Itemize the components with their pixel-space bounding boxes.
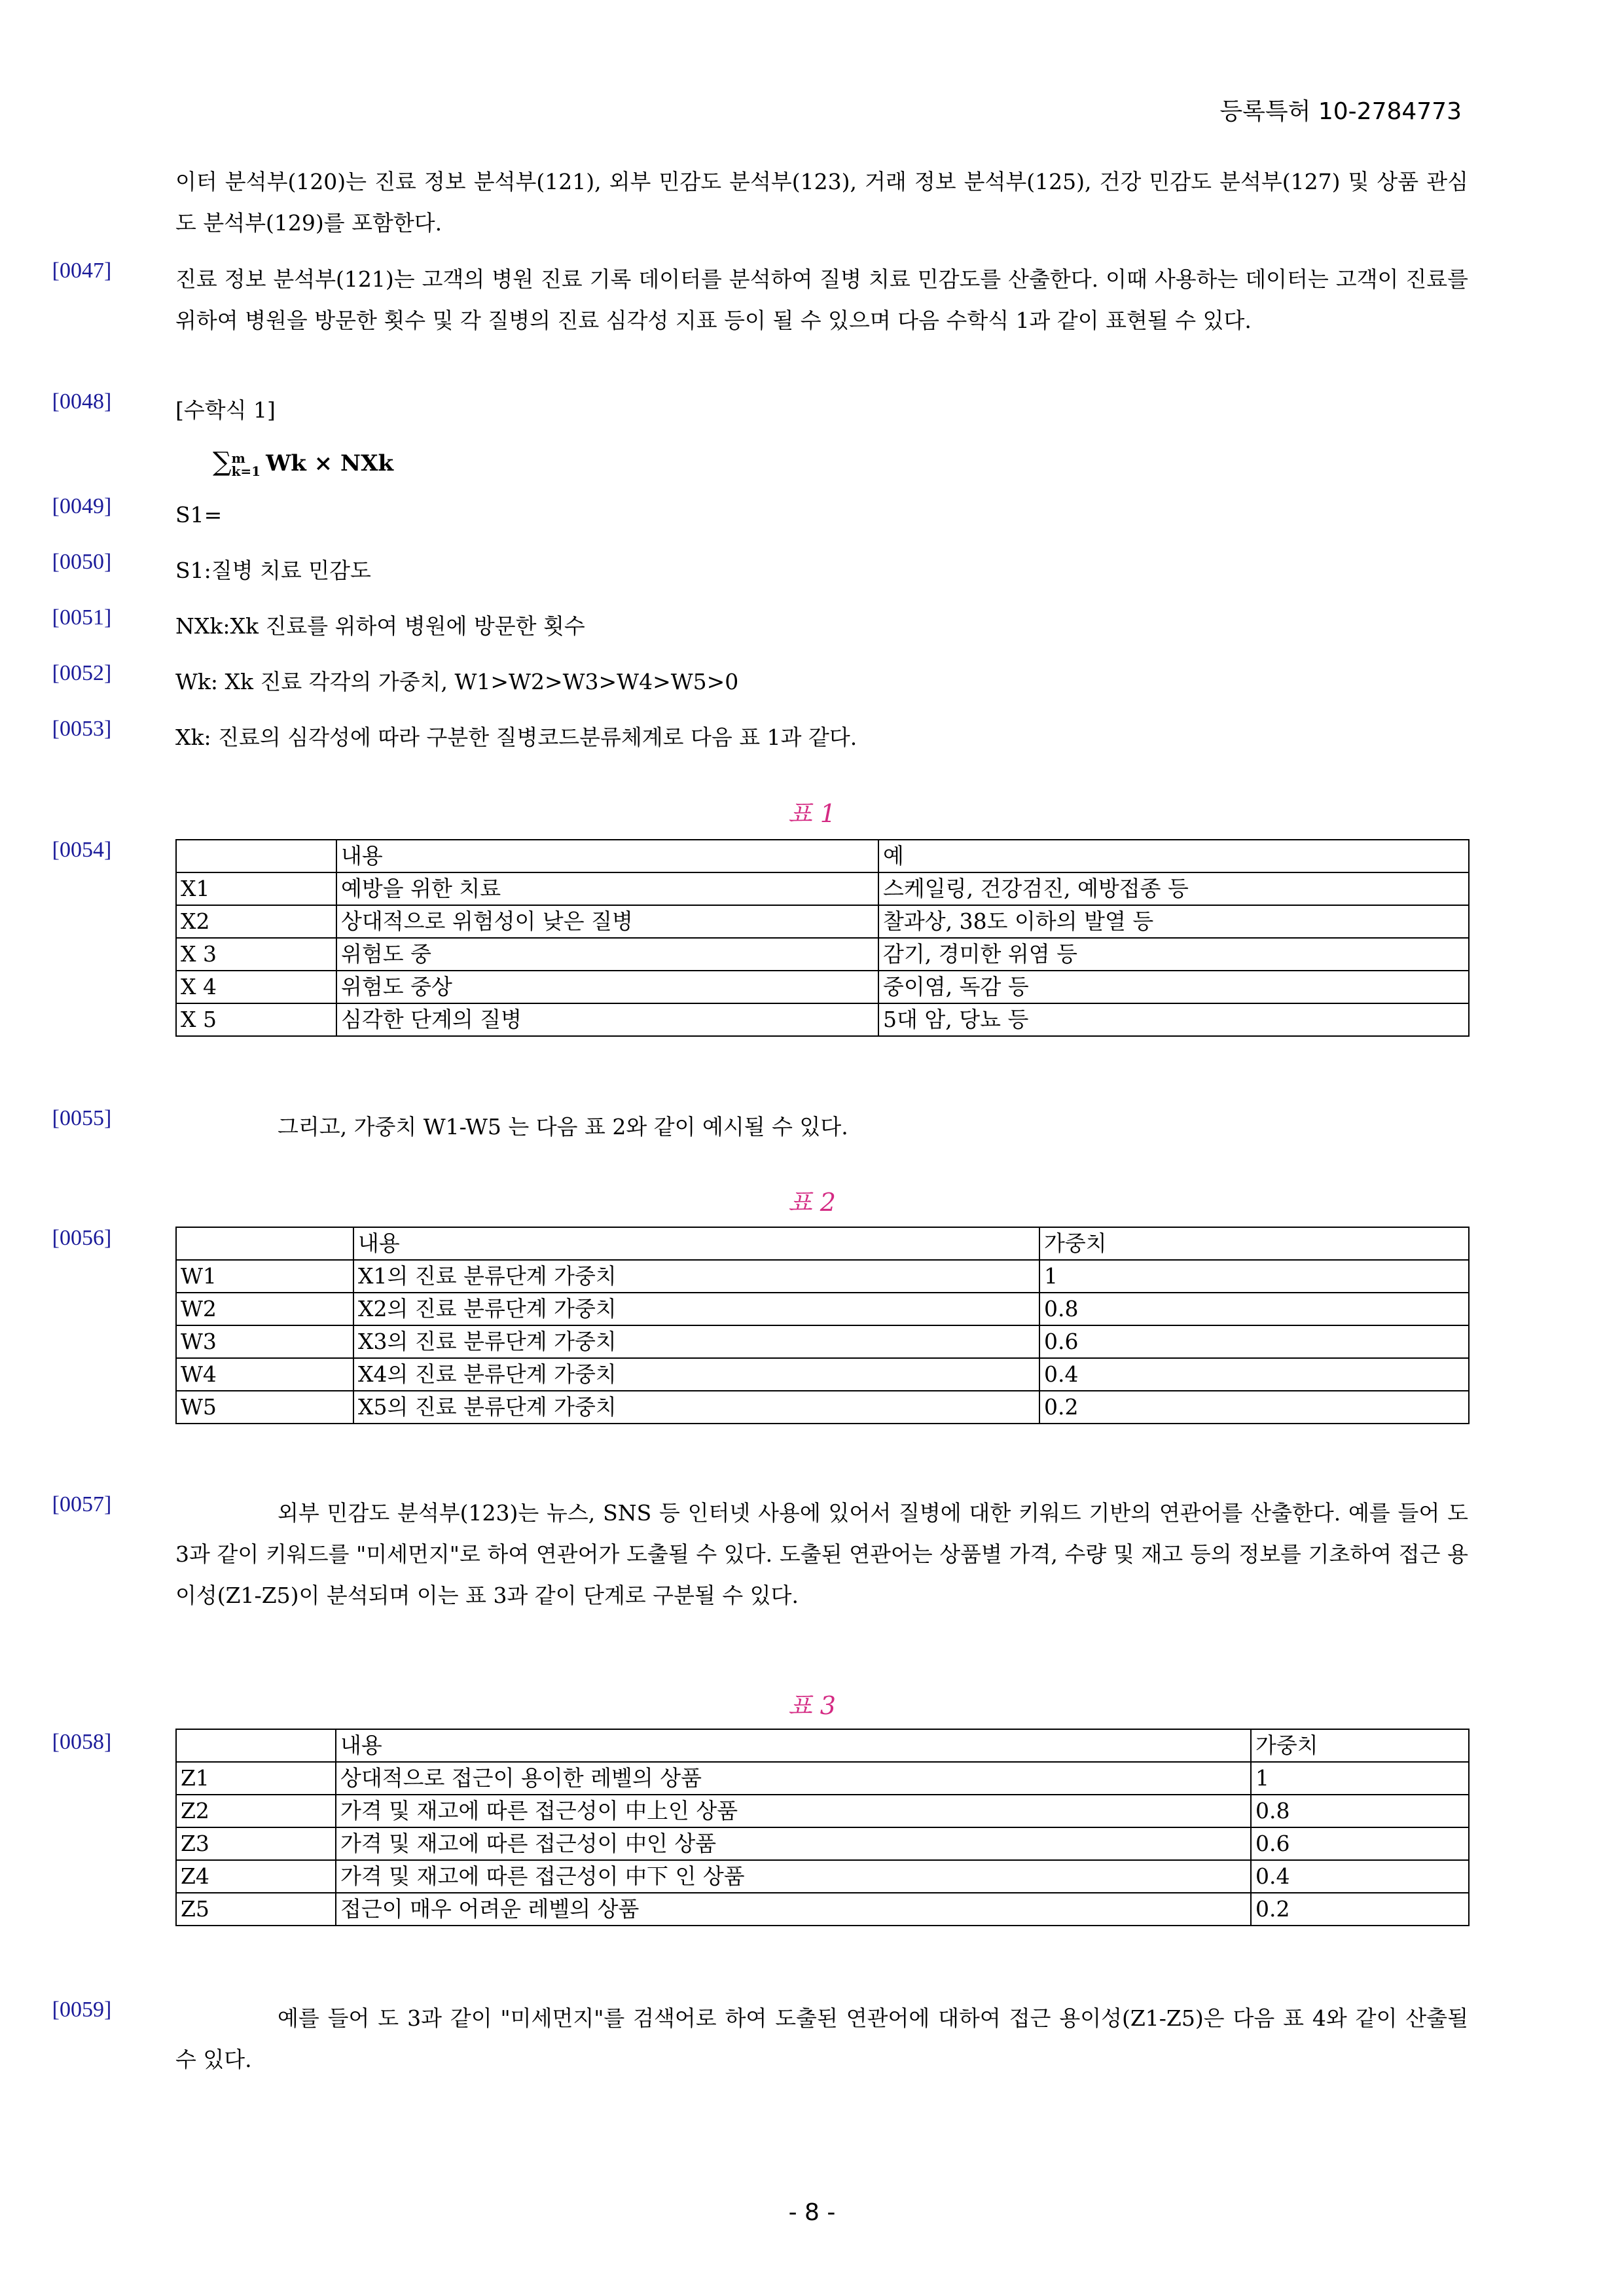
table-header-cell: 내용 xyxy=(336,1729,1251,1762)
table-cell: 0.4 xyxy=(1251,1860,1469,1893)
paragraph-text: 예를 들어 도 3과 같이 "미세먼지"를 검색어로 하여 도출된 연관어에 대하여 접근 용이성(Z1-Z5)은 다음 표 4와 같이 산출될 수 있다. xyxy=(175,2005,1468,2072)
table-header-cell xyxy=(176,840,336,872)
table-header-cell: 가중치 xyxy=(1251,1729,1469,1762)
table-cell: 감기, 경미한 위염 등 xyxy=(878,938,1469,971)
paragraph-text: S1= xyxy=(175,502,223,528)
paragraph-number: [0053] xyxy=(52,717,112,741)
table-cell: Z2 xyxy=(176,1795,336,1827)
table-cell: 상대적으로 접근이 용이한 레벨의 상품 xyxy=(336,1762,1251,1795)
table-1 xyxy=(175,839,1470,1037)
table-row xyxy=(176,971,1469,1003)
table-cell: 예방을 위한 치료 xyxy=(336,872,878,905)
table-cell: 1 xyxy=(1251,1762,1469,1795)
table-row xyxy=(176,1893,1469,1926)
table-cell: W3 xyxy=(176,1325,353,1358)
intro-continuation: 이터 분석부(120)는 진료 정보 분석부(121), 외부 민감도 분석부(123), 거래 정보 분석부(125), 건강 민감도 분석부(127) 및 상품 관심도 분석부(129)를 포함한다. xyxy=(175,169,1468,236)
table-cell: X 5 xyxy=(176,1003,336,1036)
table-header-row xyxy=(176,840,1469,872)
table-header-cell: 내용 xyxy=(336,840,878,872)
table-cell: X1 xyxy=(176,872,336,905)
table-2-caption: 표 2 xyxy=(788,1188,836,1217)
table-cell: 5대 암, 당뇨 등 xyxy=(878,1003,1469,1036)
table-cell: 가격 및 재고에 따른 접근성이 中인 상품 xyxy=(336,1827,1251,1860)
table-3-caption: 표 3 xyxy=(788,1691,836,1720)
table-row xyxy=(176,1827,1469,1860)
table-row xyxy=(176,1325,1469,1358)
paragraph-number: [0052] xyxy=(52,661,112,685)
paragraph-text: NXk:Xk 진료를 위하여 병원에 방문한 횟수 xyxy=(175,613,585,639)
paragraph-text: 그리고, 가중치 W1-W5 는 다음 표 2와 같이 예시될 수 있다. xyxy=(278,1114,848,1139)
table-header-row xyxy=(176,1729,1469,1762)
table-row xyxy=(176,872,1469,905)
table-row xyxy=(176,1391,1469,1424)
table-cell: 0.6 xyxy=(1039,1325,1469,1358)
table-cell: 접근이 매우 어려운 레벨의 상품 xyxy=(336,1893,1251,1926)
table-cell: 가격 및 재고에 따른 접근성이 中上인 상품 xyxy=(336,1795,1251,1827)
paragraph-text: 외부 민감도 분석부(123)는 뉴스, SNS 등 인터넷 사용에 있어서 질병에 대한 키워드 기반의 연관어를 산출한다. 예를 들어 도 3과 같이 키워드를 "미세먼지"로 하여 연관어가 도출될 수 있다. 도출된 연관어는 상품별 가격, 수량 및 재고 등의 정보를 기초하여 접근 용이성(Z1-Z5)이 분석되며 이는 표 3과 같이 단계로 구분될 수 있다. xyxy=(175,1500,1468,1608)
table-3 xyxy=(175,1729,1470,1926)
formula-image xyxy=(213,447,393,478)
table-cell: W2 xyxy=(176,1293,353,1325)
paragraph-text: Xk: 진료의 심각성에 따라 구분한 질병코드분류체계로 다음 표 1과 같다. xyxy=(175,725,857,750)
table-1-caption: 표 1 xyxy=(788,799,836,828)
table-cell: 0.8 xyxy=(1251,1795,1469,1827)
table-cell: W5 xyxy=(176,1391,353,1424)
table-row xyxy=(176,1860,1469,1893)
table-cell: X1의 진료 분류단계 가중치 xyxy=(353,1260,1039,1293)
paragraph-text: Wk: Xk 진료 각각의 가중치, W1>W2>W3>W4>W5>0 xyxy=(175,669,739,694)
table-cell: 가격 및 재고에 따른 접근성이 中下 인 상품 xyxy=(336,1860,1251,1893)
table-cell: X4의 진료 분류단계 가중치 xyxy=(353,1358,1039,1391)
table-cell: X2의 진료 분류단계 가중치 xyxy=(353,1293,1039,1325)
table-cell: W4 xyxy=(176,1358,353,1391)
table-cell: Z3 xyxy=(176,1827,336,1860)
paragraph-number: [0051] xyxy=(52,605,112,630)
paragraph-number: [0059] xyxy=(52,1998,112,2022)
table-cell: Z1 xyxy=(176,1762,336,1795)
table-cell: 0.4 xyxy=(1039,1358,1469,1391)
table-cell: 찰과상, 38도 이하의 발열 등 xyxy=(878,905,1469,938)
formula-lower-limit: k=1 xyxy=(231,463,261,479)
table-header-cell xyxy=(176,1729,336,1762)
table-cell: Z5 xyxy=(176,1893,336,1926)
patent-number: 등록특허 10-2784773 xyxy=(1219,98,1462,125)
paragraph-text: [수학식 1] xyxy=(175,397,276,423)
table-cell: 0.8 xyxy=(1039,1293,1469,1325)
table-cell: 스케일링, 건강검진, 예방접종 등 xyxy=(878,872,1469,905)
paragraph-text: 진료 정보 분석부(121)는 고객의 병원 진료 기록 데이터를 분석하여 질병 치료 민감도를 산출한다. 이때 사용하는 데이터는 고객이 진료를 위하여 병원을 방문한 횟수 및 각 질병의 진료 심각성 지표 등이 될 수 있으며 다음 수학식 1과 같이 표현될 수 있다. xyxy=(175,266,1468,333)
table-header-cell: 내용 xyxy=(353,1227,1039,1260)
formula-sigma: ∑ xyxy=(213,447,232,477)
table-row xyxy=(176,938,1469,971)
paragraph-number: [0057] xyxy=(52,1492,112,1516)
table-cell: 0.6 xyxy=(1251,1827,1469,1860)
table-cell: 0.2 xyxy=(1039,1391,1469,1424)
page-number: - 8 - xyxy=(788,2199,836,2226)
table-header-cell: 예 xyxy=(878,840,1469,872)
table-cell: X5의 진료 분류단계 가중치 xyxy=(353,1391,1039,1424)
table-cell: 위험도 중상 xyxy=(336,971,878,1003)
table-cell: 1 xyxy=(1039,1260,1469,1293)
table-cell: X3의 진료 분류단계 가중치 xyxy=(353,1325,1039,1358)
table-row xyxy=(176,1293,1469,1325)
table-header-cell xyxy=(176,1227,353,1260)
table-cell: X 3 xyxy=(176,938,336,971)
table-cell: X 4 xyxy=(176,971,336,1003)
table-header-row xyxy=(176,1227,1469,1260)
formula-upper-limit: m xyxy=(231,450,245,466)
table-row xyxy=(176,1260,1469,1293)
paragraph-number: [0055] xyxy=(52,1106,112,1130)
paragraph-number: [0049] xyxy=(52,494,112,518)
paragraph-number: [0050] xyxy=(52,550,112,574)
table-cell: 중이염, 독감 등 xyxy=(878,971,1469,1003)
paragraph-number: [0056] xyxy=(52,1226,112,1250)
paragraph-number: [0047] xyxy=(52,259,112,283)
table-cell: X2 xyxy=(176,905,336,938)
table-2 xyxy=(175,1227,1470,1424)
paragraph-number: [0054] xyxy=(52,838,112,862)
paragraph-number: [0058] xyxy=(52,1730,112,1754)
table-cell: 0.2 xyxy=(1251,1893,1469,1926)
table-cell: Z4 xyxy=(176,1860,336,1893)
table-row xyxy=(176,1003,1469,1036)
table-cell: 상대적으로 위험성이 낮은 질병 xyxy=(336,905,878,938)
table-row xyxy=(176,1358,1469,1391)
table-cell: 심각한 단계의 질병 xyxy=(336,1003,878,1036)
paragraph-text: S1:질병 치료 민감도 xyxy=(175,558,371,583)
formula-expression: Wk × NXk xyxy=(266,450,394,476)
table-header-cell: 가중치 xyxy=(1039,1227,1469,1260)
paragraph-number: [0048] xyxy=(52,389,112,414)
table-row xyxy=(176,1795,1469,1827)
table-row xyxy=(176,1762,1469,1795)
table-cell: W1 xyxy=(176,1260,353,1293)
table-cell: 위험도 중 xyxy=(336,938,878,971)
table-row xyxy=(176,905,1469,938)
